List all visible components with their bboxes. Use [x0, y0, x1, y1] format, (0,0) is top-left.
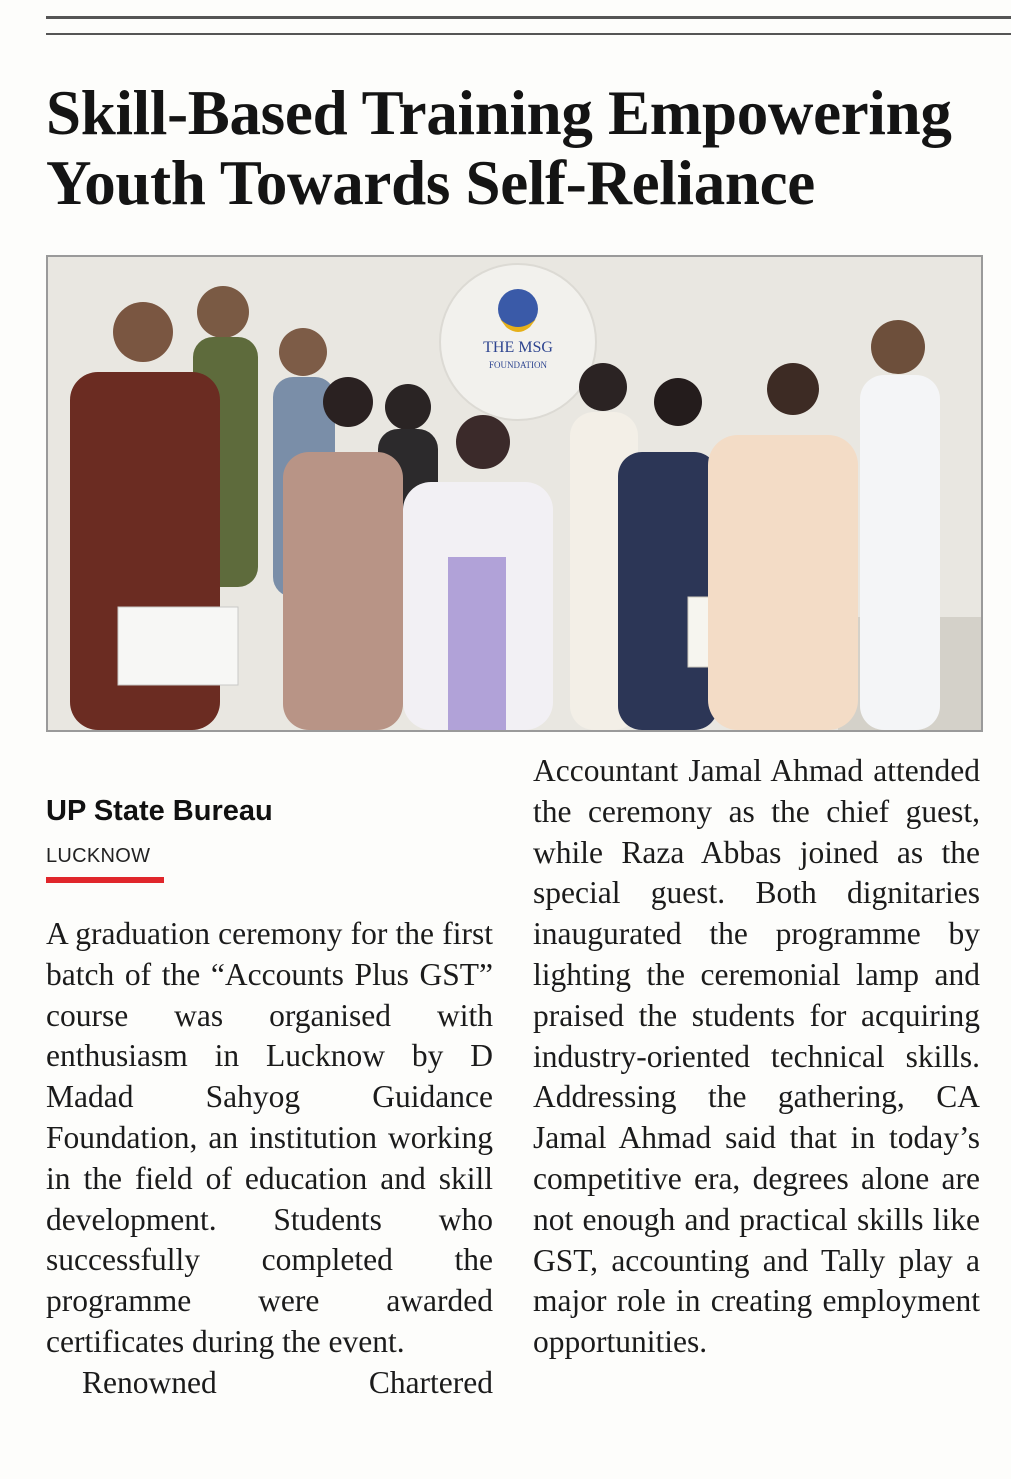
paragraph-1: A graduation ceremony for the first batch of the “Accounts Plus GST” course was organised with enthusiasm in Lucknow by D Madad Sahyog Guidance Foundation, an institution working in the field of education and skill development. Students who successfully completed the programme were awarded certificates during the event. — [46, 916, 493, 1359]
foundation-logo — [440, 264, 596, 420]
top-rule-thin — [46, 33, 1011, 35]
byline: UP State Bureau — [46, 795, 273, 827]
article-headline: Skill-Based Training Empowering Youth Towards Self-Reliance — [46, 78, 952, 218]
paragraph-2-continued: Accountant Jamal Ahmad attended the ceremony as the chief guest, while Raza Abbas joined as the special guest. Both dignitaries inaugurated the programme by lighting the ceremonial lamp and praised the students for acquiring industry-oriented technical skills. Addressing the gathering, CA Jamal Ahmad said that in today’s competitive era, degrees alone are not enough and practical skills like GST, accounting and Tally play a major role in creating employment opportunities. — [533, 753, 980, 1360]
article-column-2 — [533, 751, 980, 1363]
article-photo — [46, 255, 983, 732]
logo-text-line1: THE MSG — [483, 339, 553, 356]
logo-text-line2: FOUNDATION — [489, 360, 547, 370]
article-column-1 — [46, 914, 493, 1404]
dateline: LUCKNOW — [46, 845, 151, 867]
dateline-accent-bar — [46, 877, 164, 883]
top-rule — [46, 16, 1011, 19]
paragraph-2-start: Renowned Chartered — [82, 1364, 493, 1400]
